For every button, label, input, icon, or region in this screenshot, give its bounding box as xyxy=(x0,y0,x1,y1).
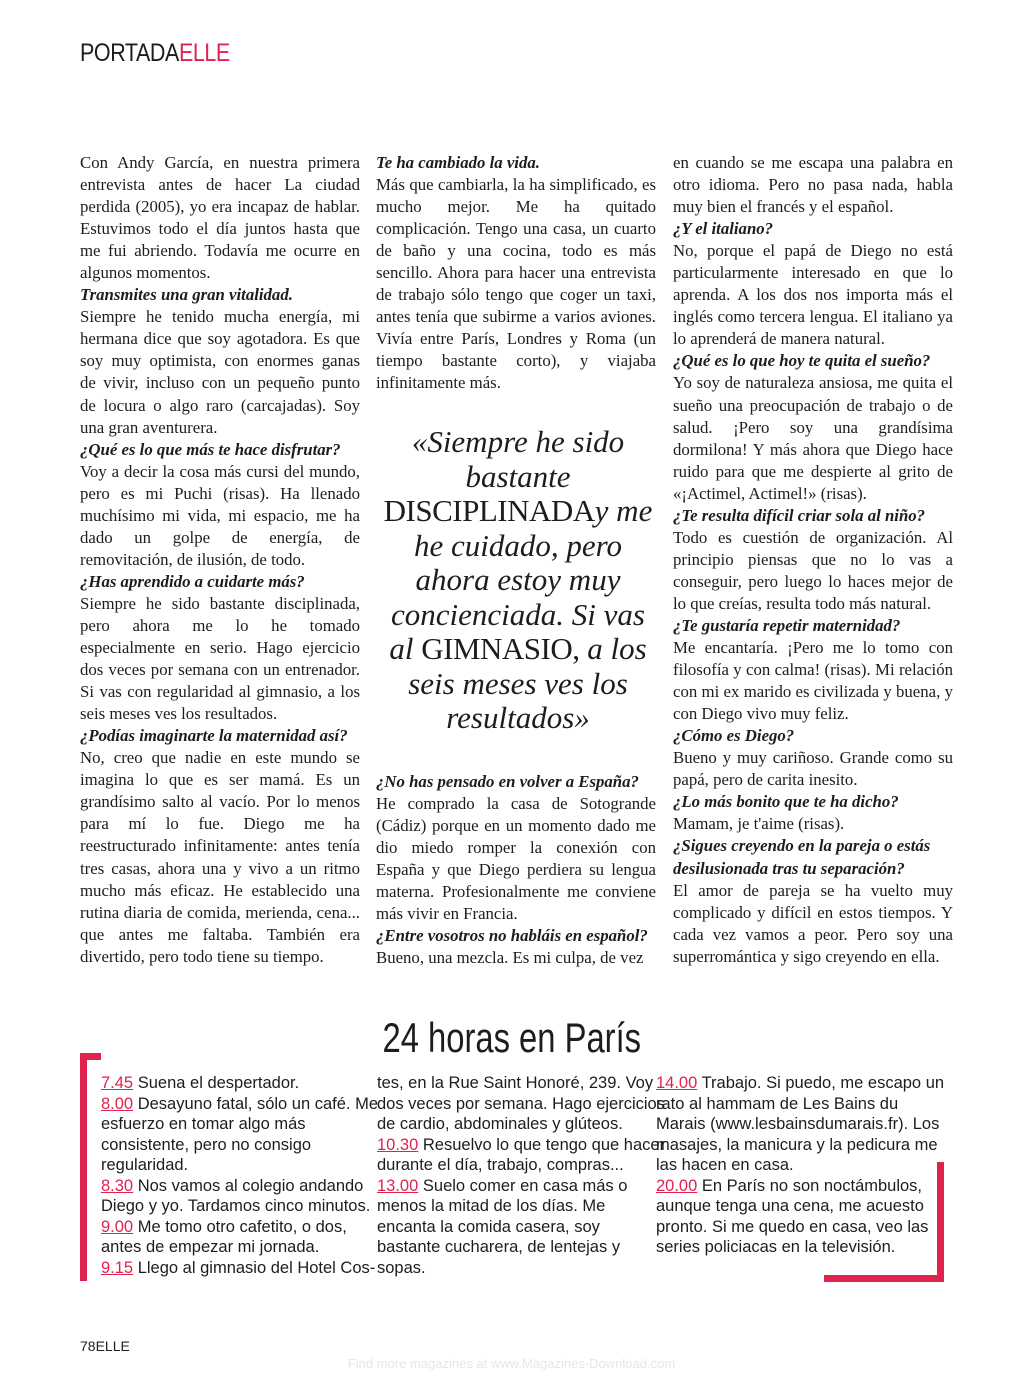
page-number: 78ELLE xyxy=(80,1338,130,1354)
interview-answer: Yo soy de naturaleza ansiosa, me quita el sueño una preocupación de trabajo o de salud. ¡Pero soy una grandísima dormilona! Y más ahora que Diego hace ruido para que me despierte al grito de «¡Actimel, Actimel!» (risas). xyxy=(673,373,953,503)
timeline-text: Resuelvo lo que tengo que hacer durante el día, trabajo, compras... xyxy=(377,1135,666,1174)
interview-question: ¿Lo más bonito que te ha dicho? xyxy=(673,792,899,812)
timeline-time: 8.30 xyxy=(101,1176,134,1195)
watermark: Find more magazines at www.Magazines-Download.com xyxy=(347,1356,676,1371)
interview-answer: No, creo que nadie en este mundo se imagina lo que es ser mamá. Es un grandísimo salto al vacío. Por lo menos para mí lo fue. Diego me ha reestructurado infinitamente: antes tenía tres casas, ahora una y vivo a un ritmo mucho más eficaz. He establecido una rutina diaria de comida, merienda, cena... que antes me faltaba. También era divertido, pero todo tiene su tiempo. xyxy=(80,748,360,966)
interview-answer: Todo es cuestión de organización. Al principio piensas que no lo vas a conseguir, pero luego lo haces mejor de lo que creías, resulta todo más natural. xyxy=(673,527,953,613)
timeline-entry xyxy=(101,1258,391,1279)
timeline-time: 13.00 xyxy=(377,1176,419,1195)
pull-quote-caps-1: DISCIPLINADA xyxy=(383,493,595,528)
timeline-entry xyxy=(101,1176,391,1217)
timeline-column-1 xyxy=(101,1073,391,1278)
timeline-text: tes, en la Rue Saint Honoré, 239. Voy dos veces por semana. Hago ejercicios de cardio, abdominales y glúteos. xyxy=(377,1074,665,1133)
timeline-text: Me tomo otro cafetito, o dos, antes de empezar mi jornada. xyxy=(101,1217,347,1256)
interview-question: ¿No has pensado en volver a España? xyxy=(376,772,639,791)
article-column-2-bottom xyxy=(376,771,656,969)
interview-answer: Voy a decir la cosa más cursi del mundo, pero es mi Puchi (risas). Ha llenado muchísimo mi vida, mi espacio, me ha dado un golpe de energía, de removitación, de ilusión, de todo. xyxy=(80,461,360,569)
article-column-1 xyxy=(80,152,360,968)
interview-question: ¿Qué es lo que más te hace disfrutar? xyxy=(80,439,341,459)
timeline-column-3 xyxy=(656,1073,946,1258)
timeline-time: 20.00 xyxy=(656,1176,698,1195)
pull-quote xyxy=(380,425,656,736)
timeline-entry xyxy=(101,1094,391,1176)
timeline-text: Suena el despertador. xyxy=(137,1074,300,1092)
section-name: PORTADA xyxy=(80,39,179,67)
interview-question: ¿Podías imaginarte la maternidad así? xyxy=(80,726,348,746)
section-header xyxy=(80,38,230,68)
timeline-text: Desayuno fatal, sólo un café. Me esfuerzo en tomar algo más consistente, pero no consigo regularidad. xyxy=(101,1094,379,1174)
timeline-entry xyxy=(377,1176,667,1279)
interview-question: ¿Y el italiano? xyxy=(673,219,774,239)
timeline-time: 9.00 xyxy=(101,1217,134,1236)
timeline-time: 8.00 xyxy=(101,1094,134,1113)
article-column-2-top xyxy=(376,152,656,395)
timeline-text: Trabajo. Si puedo, me escapo un rato al hammam de Les Bains du Marais (www.lesbainsdumarais.fr). Los masajes, la manicura y la pedicura me las hacen en casa. xyxy=(656,1074,945,1174)
interview-answer: Mamam, je t'aime (risas). xyxy=(673,814,845,834)
timeline-text: Llego al gimnasio del Hotel Cos- xyxy=(137,1258,376,1277)
interview-question: ¿Has aprendido a cuidarte más? xyxy=(80,571,305,591)
interview-answer: Bueno y muy cariñoso. Grande como su papá, pero de carita inesito. xyxy=(673,748,953,790)
interview-question: ¿Te resulta difícil criar sola al niño? xyxy=(673,505,926,525)
interview-question: ¿Entre vosotros no habláis en español? xyxy=(376,926,648,946)
interview-question: Transmites una gran vitalidad. xyxy=(80,285,293,305)
pull-quote-text-2: y me he cuidado, pero ahora estoy muy concienciada. Si vas al xyxy=(389,493,653,666)
timeline-entry xyxy=(377,1073,667,1135)
timeline-bracket-left xyxy=(80,1053,101,1281)
timeline-time: 14.00 xyxy=(656,1074,698,1092)
timeline-time: 10.30 xyxy=(377,1135,419,1154)
pull-quote-text-3: a los seis meses ves los resultados» xyxy=(408,631,647,735)
interview-question: ¿Te gustaría repetir maternidad? xyxy=(673,615,901,635)
interview-question: ¿Qué es lo que hoy te quita el sueño? xyxy=(673,351,931,371)
interview-answer: Con Andy García, en nuestra primera entrevista antes de hacer La ciudad perdida (2005), yo era incapaz de hablar. Estuvimos todo el día juntos hasta que me fui abriendo. Todavía me ocurre en algunos momentos. xyxy=(80,153,360,283)
timeline-column-2 xyxy=(377,1073,667,1278)
brand-name: ELLE xyxy=(178,39,230,67)
interview-answer: Me encantaría. ¡Pero me lo tomo con filosofía y con calma! (risas). Mi relación con mi ex marido es civilizada y buena, y con Diego vivo muy feliz. xyxy=(673,638,953,724)
interview-answer: Siempre he sido bastante disciplinada, pero ahora me lo he tomado especialmente en serio. Hago ejercicio dos veces por semana con un entrenador. Si vas con regularidad al gimnasio, a los seis meses ves los resultados. xyxy=(80,593,360,724)
timeline-entry xyxy=(656,1073,946,1176)
timeline-entry xyxy=(656,1176,946,1258)
timeline-text: Suelo comer en casa más o menos la mitad de los días. Me encanta la comida casera, soy bastante cucharera, de lentejas y sopas. xyxy=(377,1176,628,1277)
timeline-title-text: 24 horas en París xyxy=(382,1014,641,1061)
pull-quote-text-1: «Siempre he sido bastante xyxy=(411,424,625,494)
timeline-text: Nos vamos al colegio andando Diego y yo. Tardamos cinco minutos. xyxy=(101,1176,371,1215)
timeline-entry xyxy=(101,1073,391,1094)
interview-answer: He comprado la casa de Sotogrande (Cádiz) porque en un momento dado me dio miedo romper la conexión con España y que Diego perdiera su lengua materna. Profesionalmente me conviene más vivir en Francia. xyxy=(376,794,656,924)
interview-answer: No, porque el papá de Diego no está particularmente interesado en que lo aprenda. A los dos nos importa más el inglés como tercera lengua. El italiano ya lo aprenderá de manera natural. xyxy=(673,241,953,349)
article-column-3 xyxy=(673,152,953,968)
timeline-entry xyxy=(101,1217,391,1258)
interview-answer: en cuando se me escapa una palabra en otro idioma. Pero no pasa nada, habla muy bien el francés y el español. xyxy=(673,153,953,217)
interview-answer: Siempre he tenido mucha energía, mi hermana dice que soy agotadora. Es que soy muy optimista, con enormes ganas de vivir, incluso con un pequeño punto de locura o algo raro (carcajadas). Soy una gran aventurera. xyxy=(80,307,360,437)
interview-question: ¿Cómo es Diego? xyxy=(673,726,795,746)
pull-quote-caps-2: GIMNASIO, xyxy=(421,631,580,666)
interview-question: ¿Sigues creyendo en la pareja o estás desilusionada tras tu separación? xyxy=(673,836,931,878)
interview-answer: Bueno, una mezcla. Es mi culpa, de vez xyxy=(376,948,644,968)
interview-answer: El amor de pareja se ha vuelto muy complicado y difícil en estos tiempos. Y cada vez vamos a peor. Pero soy una superromántica y sigo creyendo en ella. xyxy=(673,880,953,966)
timeline-title xyxy=(0,1012,1023,1064)
timeline-entry xyxy=(377,1135,667,1176)
interview-answer: Más que cambiarla, la ha simplificado, es mucho mejor. Me ha quitado complicación. Tengo una casa, un cuarto de baño y una cocina, todo es más sencillo. Ahora para hacer una entrevista de trabajo sólo tengo que coger un taxi, antes tenía que subirme a varios aviones. Vivía entre París, Londres y Roma (un tiempo bastante corto), y viajaba infinitamente más. xyxy=(376,175,656,393)
interview-question: Te ha cambiado la vida. xyxy=(376,153,540,172)
timeline-time: 7.45 xyxy=(101,1074,134,1092)
timeline-time: 9.15 xyxy=(101,1258,134,1277)
timeline-text: En París no son noctámbulos, aunque tenga una cena, me acuesto pronto. Si me quedo en casa, veo las series policiacas en la televisión. xyxy=(656,1176,929,1256)
